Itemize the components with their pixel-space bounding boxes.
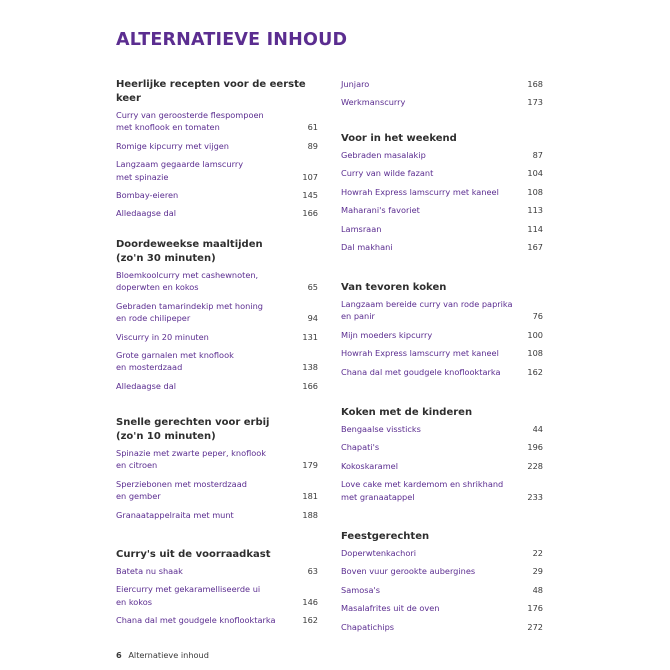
- entry-title: Dal makhani: [341, 242, 393, 253]
- toc-entry[interactable]: [341, 298, 543, 323]
- entry-title: Love cake met kardemom en shrikhand met granaatappel: [341, 479, 504, 502]
- entry-title: Maharani's favoriet: [341, 205, 420, 216]
- entry-title: Chapati's: [341, 442, 380, 453]
- section-heading: Curry's uit de voorraadkast: [116, 549, 271, 560]
- toc-entry[interactable]: [116, 565, 318, 577]
- entry-title: Chana dal met goudgele knoflooktarka: [116, 615, 276, 626]
- entry-title: Curry van geroosterde flespompoen met knoflook en tomaten: [116, 110, 264, 133]
- section-heading: Heerlijke recepten voor de eerste keer: [116, 79, 306, 104]
- toc-entry[interactable]: [341, 186, 543, 198]
- entry-title: Bateta nu shaak: [116, 566, 183, 576]
- toc-entry[interactable]: [341, 441, 543, 453]
- entry-title: Langzaam gegaarde lamscurry met spinazie: [116, 159, 244, 182]
- entry-page-number: 108: [527, 348, 543, 359]
- entry-title: Langzaam bereide curry van rode paprika en panir: [341, 299, 513, 322]
- entry-title: Mijn moeders kipcurry: [341, 329, 433, 340]
- entry-page-number: 179: [302, 460, 318, 471]
- entry-page-number: 138: [302, 362, 318, 373]
- entry-title: Kokoskaramel: [341, 460, 398, 471]
- toc-entry[interactable]: [341, 547, 543, 559]
- toc-entry[interactable]: [341, 204, 543, 216]
- entry-title: Sperziebonen met mosterdzaad en gember: [116, 478, 247, 502]
- footer-label: Alternatieve inhoud: [128, 650, 209, 660]
- page-title: ALTERNATIEVE INHOUD: [116, 30, 348, 50]
- toc-entry[interactable]: [341, 621, 543, 633]
- toc-entry[interactable]: [341, 78, 543, 90]
- toc-entry[interactable]: [116, 614, 318, 626]
- entry-title: Masalafrites uit de oven: [341, 603, 440, 614]
- toc-entry[interactable]: [116, 331, 318, 343]
- footer-page-number: 6: [116, 650, 122, 660]
- section-heading: Snelle gerechten voor erbij (zo'n 10 minuten): [116, 417, 270, 442]
- toc-section: [116, 238, 318, 398]
- toc-entry[interactable]: [116, 349, 318, 374]
- toc-entry[interactable]: [341, 167, 543, 179]
- toc-section: [116, 78, 318, 226]
- toc-entry[interactable]: [341, 149, 543, 161]
- entry-page-number: 166: [302, 208, 318, 219]
- toc-section: [341, 281, 543, 384]
- toc-entry[interactable]: [341, 329, 543, 341]
- toc-entry[interactable]: [116, 269, 318, 294]
- entry-title: Viscurry in 20 minuten: [116, 331, 209, 342]
- toc-entry[interactable]: [116, 447, 318, 472]
- toc-entry[interactable]: [116, 380, 318, 392]
- toc-entry[interactable]: [116, 300, 318, 325]
- entry-page-number: 104: [527, 168, 543, 179]
- toc-entry[interactable]: [341, 460, 543, 472]
- toc-section: [116, 548, 318, 633]
- entry-title: Alledaagse dal: [116, 380, 177, 391]
- entry-page-number: 107: [302, 171, 318, 182]
- entry-page-number: 114: [527, 223, 543, 234]
- entry-page-number: 94: [307, 313, 318, 324]
- entry-title: Doperwtenkachori: [341, 548, 417, 558]
- section-heading: Feestgerechten: [341, 531, 430, 542]
- entry-title: Samosa's: [341, 584, 380, 595]
- toc-entry[interactable]: [341, 347, 543, 359]
- entry-page-number: 48: [532, 584, 543, 595]
- toc-entry[interactable]: [341, 423, 543, 435]
- entry-title: Romige kipcurry met vijgen: [116, 140, 230, 151]
- toc-entry[interactable]: [341, 366, 543, 378]
- entry-title: Boven vuur gerookte aubergines: [341, 566, 476, 577]
- entry-page-number: 87: [532, 150, 543, 160]
- toc-entry[interactable]: [116, 109, 318, 134]
- entry-page-number: 162: [302, 615, 318, 626]
- entry-page-number: 196: [527, 442, 543, 453]
- entry-title: Curry van wilde fazant: [341, 168, 434, 179]
- toc-entry[interactable]: [341, 565, 543, 577]
- toc-entry[interactable]: [116, 478, 318, 503]
- toc-entry[interactable]: [116, 509, 318, 521]
- section-heading: Doordeweekse maaltijden (zo'n 30 minuten): [116, 239, 263, 264]
- entry-title: Bloemkoolcurry met cashewnoten, doperwten en kokos: [116, 270, 259, 293]
- entry-page-number: 173: [527, 97, 543, 108]
- toc-entry[interactable]: [116, 189, 318, 201]
- entry-title: Lamsraan: [341, 223, 382, 234]
- toc-section: [341, 132, 543, 259]
- entry-title: Granaatappelraita met munt: [116, 509, 234, 520]
- entry-page-number: 61: [307, 122, 318, 133]
- section-heading: Voor in het weekend: [341, 133, 457, 144]
- entry-title: Gebraden masalakip: [341, 150, 426, 160]
- entry-page-number: 100: [527, 329, 543, 340]
- entry-title: Bombay-eieren: [116, 190, 179, 201]
- entry-title: Eiercurry met gekaramelliseerde ui en kokos: [116, 584, 261, 607]
- toc-section: [341, 530, 543, 639]
- entry-page-number: 22: [532, 548, 543, 558]
- entry-title: Bengaalse vissticks: [341, 424, 421, 434]
- entry-page-number: 108: [527, 186, 543, 197]
- toc-section: [341, 406, 543, 509]
- toc-section: [341, 78, 543, 115]
- entry-page-number: 145: [302, 190, 318, 201]
- entry-page-number: 176: [527, 603, 543, 614]
- toc-entry[interactable]: [341, 241, 543, 253]
- toc-entry[interactable]: [116, 140, 318, 152]
- toc-entry[interactable]: [341, 584, 543, 596]
- entry-title: Howrah Express lamscurry met kaneel: [341, 186, 499, 197]
- entry-page-number: 233: [527, 491, 543, 502]
- entry-title: Grote garnalen met knoflook en mosterdzaad: [116, 350, 234, 373]
- entry-title: Chana dal met goudgele knoflooktarka: [341, 366, 501, 377]
- entry-title: Gebraden tamarindekip met honing en rode chilipeper: [116, 300, 263, 324]
- entry-page-number: 44: [532, 424, 543, 434]
- entry-page-number: 113: [527, 205, 543, 216]
- entry-page-number: 89: [307, 140, 318, 151]
- entry-page-number: 29: [532, 566, 543, 577]
- entry-page-number: 181: [302, 491, 318, 502]
- toc-section: [116, 416, 318, 527]
- section-heading: Van tevoren koken: [341, 282, 447, 293]
- entry-page-number: 167: [527, 242, 543, 253]
- page-footer: [116, 650, 209, 660]
- entry-page-number: 228: [527, 460, 543, 471]
- section-heading: Koken met de kinderen: [341, 407, 473, 418]
- toc-entry[interactable]: [341, 96, 543, 108]
- entry-page-number: 188: [302, 509, 318, 520]
- entry-title: Werkmanscurry: [341, 97, 406, 108]
- entry-page-number: 76: [532, 311, 543, 322]
- entry-page-number: 65: [307, 282, 318, 293]
- entry-page-number: 166: [302, 380, 318, 391]
- entry-title: Howrah Express lamscurry met kaneel: [341, 348, 499, 359]
- entry-title: Chapatichips: [341, 621, 395, 632]
- entry-page-number: 63: [307, 566, 318, 576]
- toc-entry[interactable]: [116, 583, 318, 608]
- entry-page-number: 272: [527, 621, 543, 632]
- toc-entry[interactable]: [116, 158, 318, 183]
- entry-title: Spinazie met zwarte peper, knoflook en citroen: [116, 448, 267, 471]
- entry-title: Junjaro: [341, 79, 370, 89]
- entry-page-number: 162: [527, 366, 543, 377]
- entry-page-number: 168: [527, 79, 543, 89]
- entry-title: Alledaagse dal: [116, 208, 177, 219]
- entry-page-number: 146: [302, 596, 318, 607]
- toc-entry[interactable]: [116, 207, 318, 219]
- toc-entry[interactable]: [341, 602, 543, 614]
- entry-page-number: 131: [302, 331, 318, 342]
- toc-entry[interactable]: [341, 478, 543, 503]
- toc-entry[interactable]: [341, 223, 543, 235]
